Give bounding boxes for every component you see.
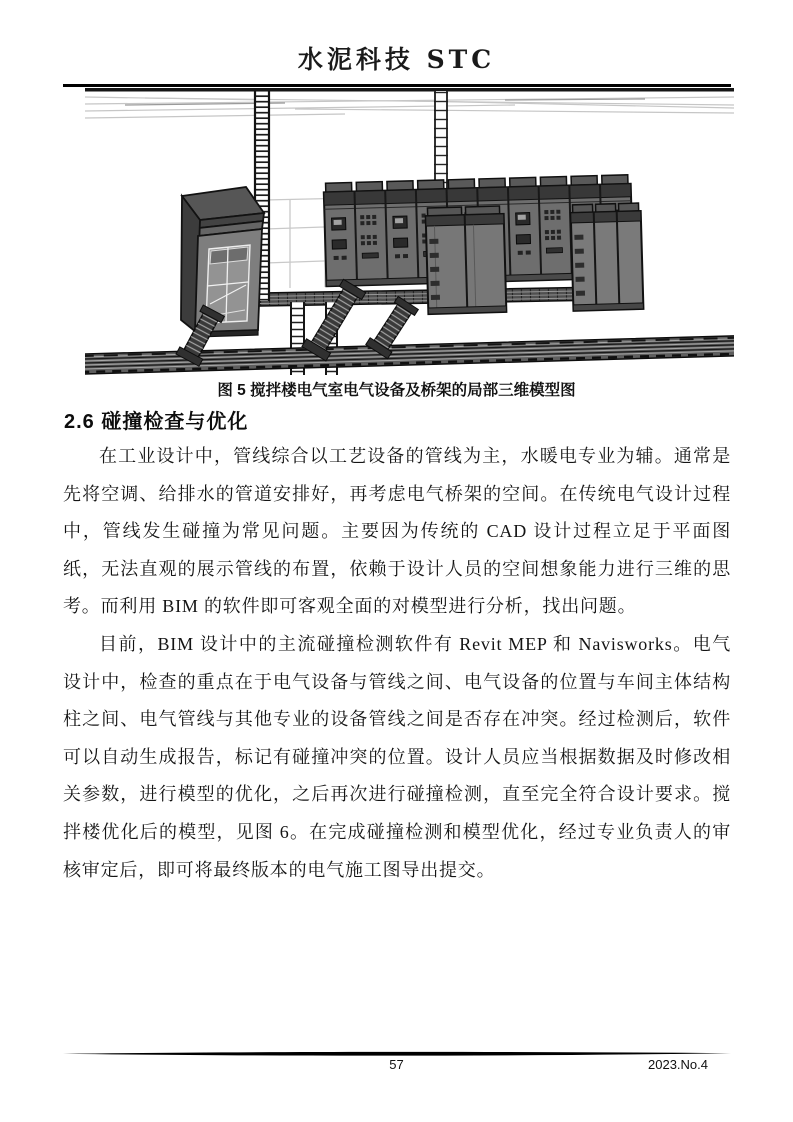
- cable-riser-ladder-right: [434, 91, 448, 191]
- figure-top-border: [85, 88, 734, 92]
- journal-title: 水泥科技 STC: [297, 45, 496, 74]
- front-left-cabinets: [425, 206, 506, 314]
- left-cabinet: [181, 187, 264, 337]
- figure-caption: 图 5 搅拌楼电气室电气设备及桥架的局部三维模型图: [217, 382, 576, 399]
- front-right-cabinets: [571, 203, 644, 311]
- paragraph-2: 目前，BIM 设计中的主流碰撞检测软件有 Revit MEP 和 Navisworks。电气设计中，检查的重点在于电气设备与管线之间、电气设备的位置与车间主体结构柱之间、电气管线与其他专业的设备管线之间是否存在冲突。经过检测后，软件可以自动生成报告，标记有碰撞冲突的位置。设计人员应当根据数据及时修改相关参数，进行模型的优化，之后再次进行碰撞检测，直至完全符合设计要求。搅拌楼优化后的模型，见图 6。在完成碰撞检测和模型优化，经过专业负责人的审核审定后，即可将最终版本的电气施工图导出提交。: [63, 633, 731, 880]
- background-lines: [85, 97, 734, 118]
- header-rule: [63, 84, 731, 87]
- figure-3d-model: [85, 88, 734, 375]
- page-number: 57: [389, 1057, 404, 1072]
- paragraph-1: 在工业设计中，管线综合以工艺设备的管线为主，水暖电专业为辅。通常是先将空调、给排水的管道安排好，再考虑电气桥架的空间。在传统电气设计过程中，管线发生碰撞为常见问题。主要因为传统的 CAD 设计过程立足于平面图纸，无法直观的展示管线的布置，依赖于设计人员的空间想象能力进行三维的思考。而利用 BIM 的软件即可客观全面的对模型进行分析，找出问题。: [63, 446, 731, 617]
- section-heading: 2.6 碰撞检查与优化: [64, 411, 249, 433]
- body-text: [63, 438, 731, 889]
- issue-label: 2023.No.4: [648, 1057, 708, 1072]
- figure-3d-model-svg: [85, 88, 734, 375]
